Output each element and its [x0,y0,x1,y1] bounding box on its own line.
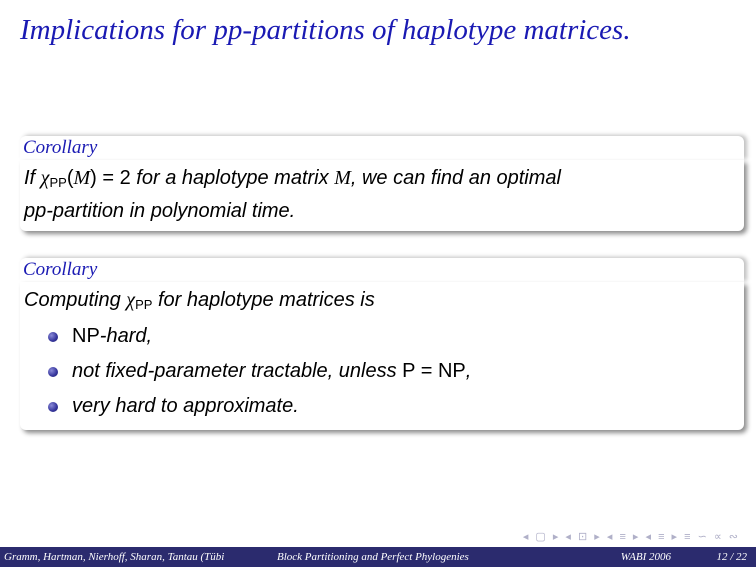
chi-symbol: χ [126,289,136,311]
hard-text: -hard, [99,325,153,347]
footer-conference: WABI 2006 [620,551,671,563]
footer-page-number: 12 / 22 [716,551,747,563]
corollary-block-1 [20,136,744,231]
corollary-title: Corollary [20,136,744,160]
corollary-intro [24,286,736,319]
text-if: If [24,167,41,189]
corollary-line-2: pp-partition in polynomial time. [24,200,296,222]
bullet-icon [48,332,58,342]
text-computing: Computing [24,289,127,311]
bullet-icon [48,367,58,377]
footer-bar [0,547,756,567]
footer-authors: Gramm, Hartman, Nierhoff, Sharan, Tantau (Tübi [4,551,225,563]
chi-symbol: χ [40,167,50,189]
number-two: 2 [119,167,131,189]
navigation-symbols[interactable]: ◂ ▢ ▸ ◂ ⊡ ▸ ◂ ≡ ▸ ◂ ≡ ▸ ≡ ∽ ∝ ∾ [522,531,740,543]
approx-text: very hard to approximate. [72,395,299,417]
bullet-list [24,319,736,424]
matrix-m: M [334,167,351,189]
list-item [46,319,736,354]
matrix-m: M [73,167,91,189]
text-optimal: , we can find an optimal [350,167,561,189]
text-haplotype: for a haplotype matrix [130,167,335,189]
corollary-title: Corollary [20,258,744,282]
corollary-body [20,282,744,430]
list-item [46,354,736,389]
text-haplotype-matrices: for haplotype matrices is [152,289,375,311]
paren-open: ( [66,167,74,189]
footer-title: Block Partitioning and Perfect Phylogenies [277,551,469,563]
corollary-body [20,160,744,231]
comma: , [465,360,472,382]
list-item [46,389,736,424]
paren-close-equals: ) = [90,167,120,189]
p-equals-np: P = NP [402,360,466,382]
corollary-line-1 [24,164,736,197]
np-text: NP [72,325,100,347]
slide-title: Implications for pp-partitions of haplotype matrices. [20,14,631,46]
corollary-block-2 [20,258,744,430]
pp-subscript: PP [135,297,153,312]
fpt-text: not fixed-parameter tractable, unless [72,360,403,382]
bullet-icon [48,402,58,412]
pp-subscript: PP [49,175,67,190]
